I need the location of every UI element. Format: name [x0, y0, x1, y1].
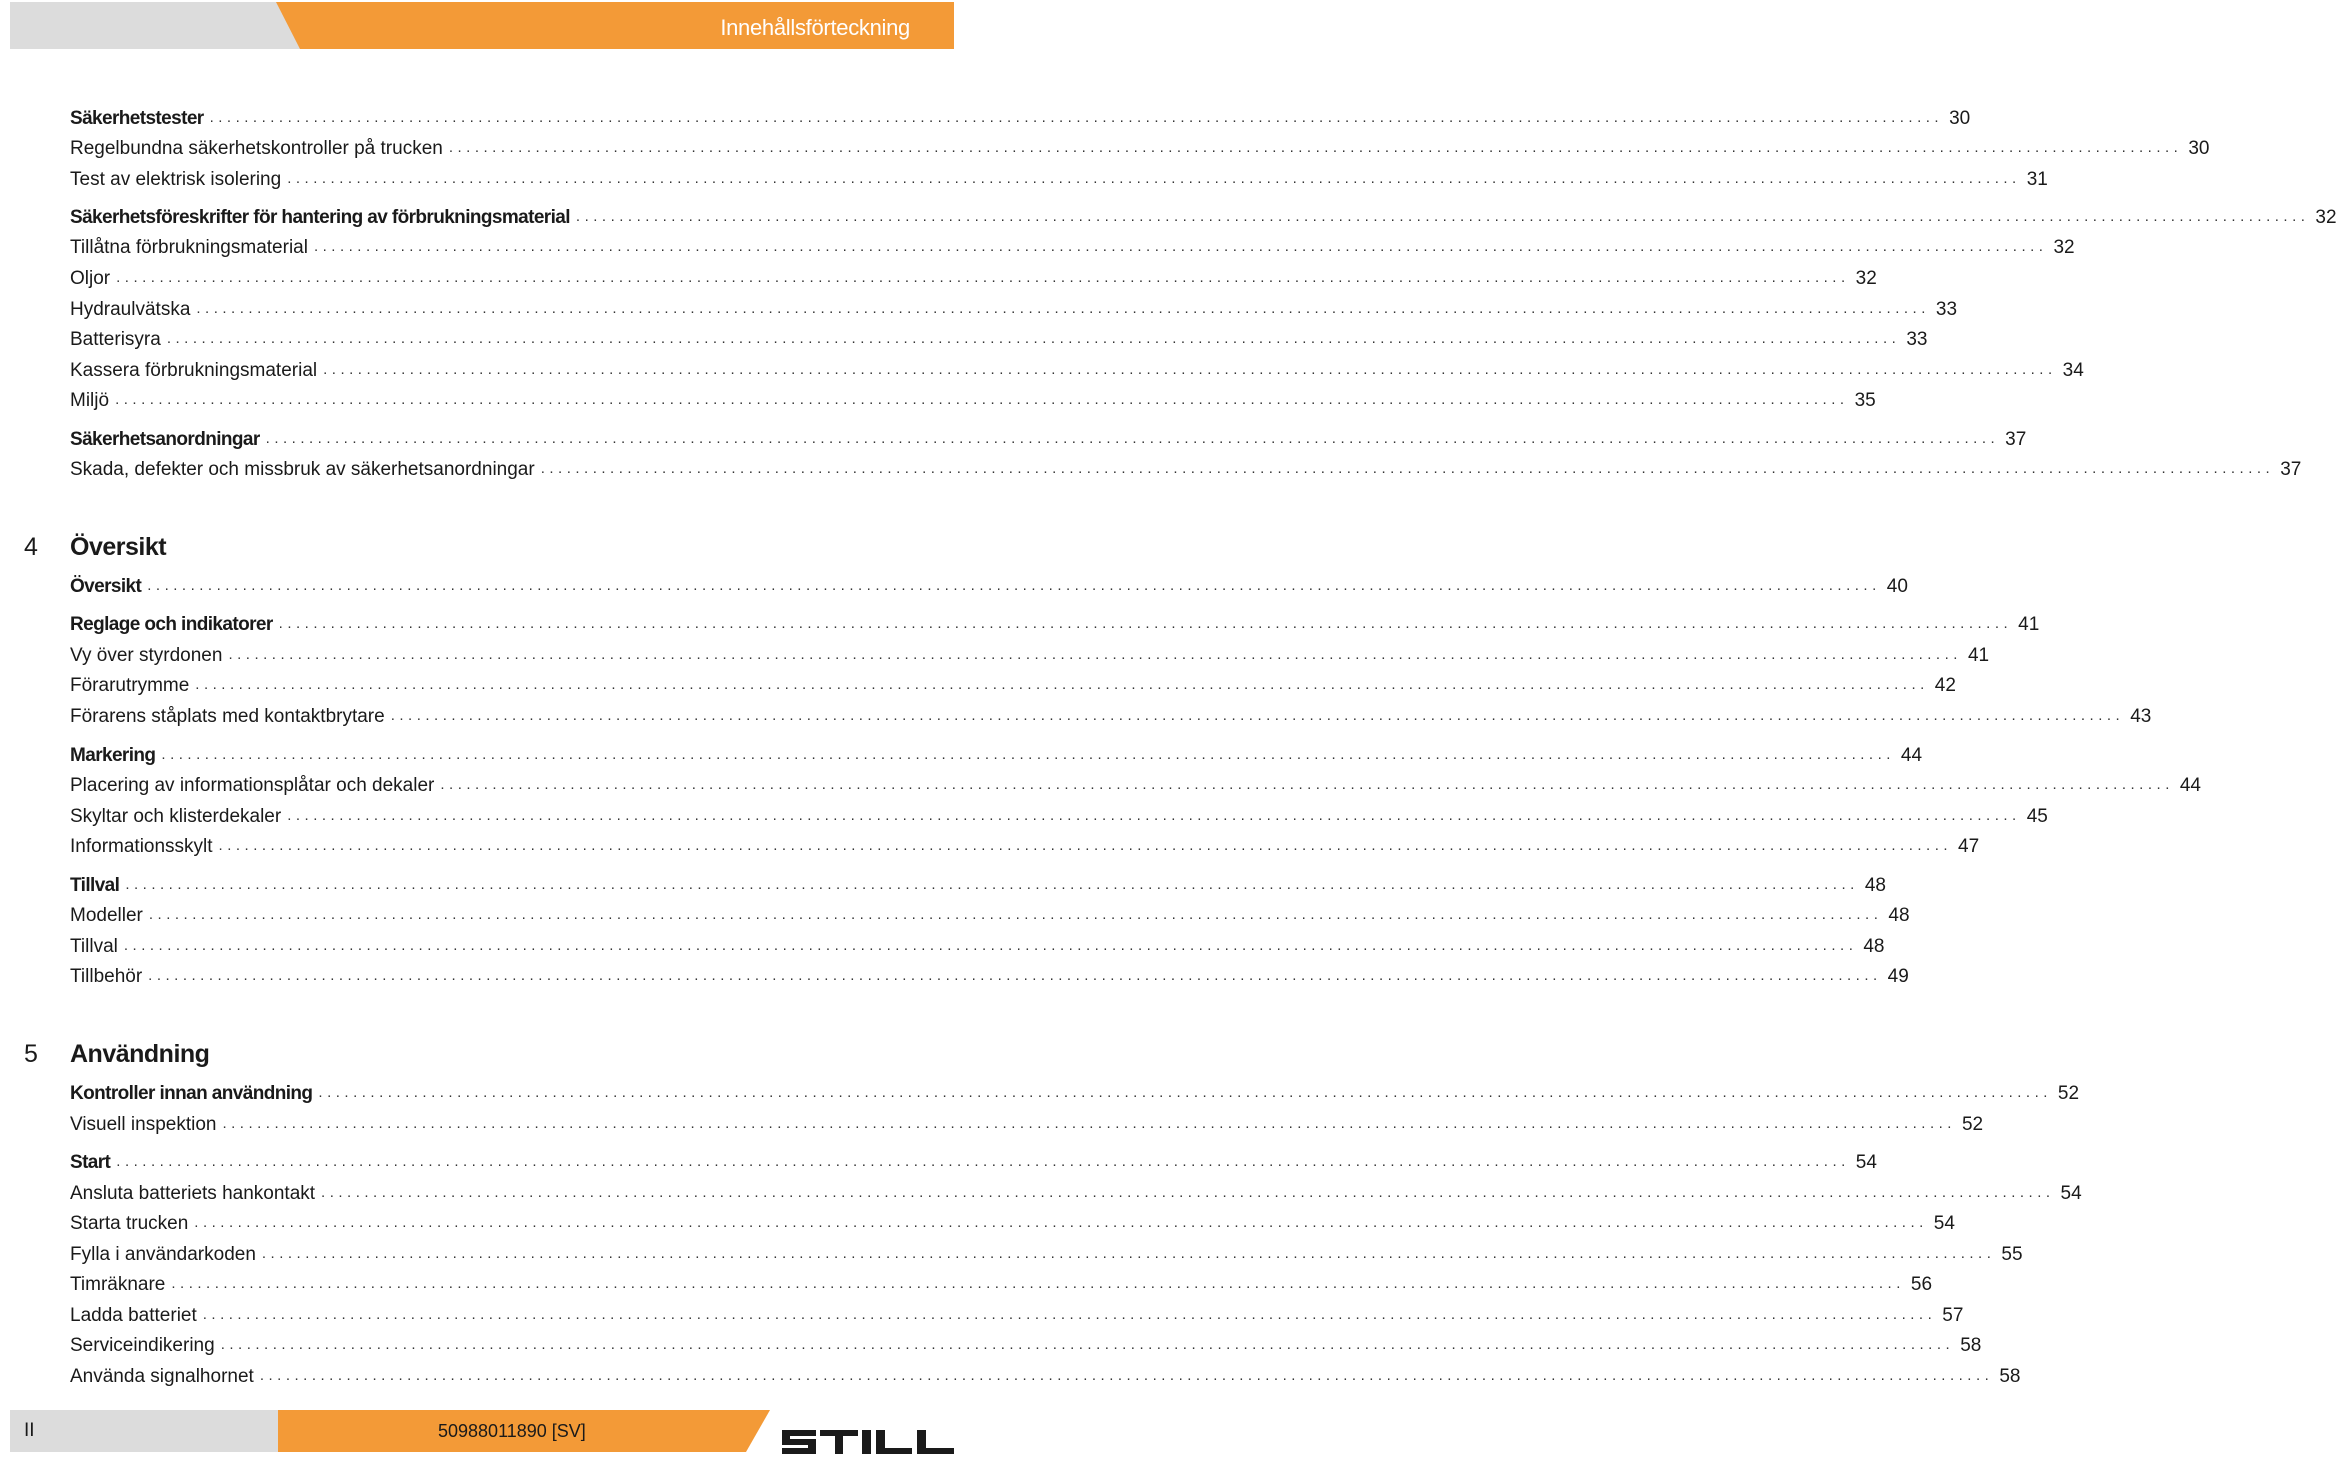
toc-entry[interactable]	[70, 702, 2152, 728]
leader-dots: ........................................................................................................................................................................................................	[390, 707, 2125, 724]
leader-dots: ........................................................................................................................................................................................................	[161, 746, 1895, 763]
toc-entry[interactable]	[70, 962, 1909, 988]
leader-dots: ........................................................................................................................................................................................................	[171, 1275, 1905, 1292]
toc-entry-label: Hydraulvätska	[70, 299, 191, 320]
page-number: II	[24, 1420, 35, 1441]
toc-entry-page: 40	[1886, 576, 1908, 597]
toc-entry-label: Starta trucken	[70, 1213, 189, 1234]
leader-dots: ........................................................................................................................................................................................................	[148, 906, 1883, 923]
toc-entry-label: Säkerhetsföreskrifter för hantering av förbrukningsmaterial	[70, 207, 570, 228]
toc-entry-label: Modeller	[70, 905, 143, 926]
toc-entry-page: 33	[1906, 329, 1928, 350]
toc-entry-page: 54	[1855, 1152, 1877, 1173]
toc-entry-label: Kontroller innan användning	[70, 1083, 313, 1104]
toc-entry-label: Visuell inspektion	[70, 1114, 217, 1135]
toc-entry-page: 30	[2188, 138, 2210, 159]
document-number: 50988011890 [SV]	[438, 1421, 586, 1441]
toc-entry-label: Tillval	[70, 936, 118, 957]
chapter-heading	[24, 530, 424, 562]
leader-dots: ........................................................................................................................................................................................................	[448, 139, 2183, 156]
leader-dots: ........................................................................................................................................................................................................	[278, 615, 2013, 632]
toc-entry-label: Tillval	[70, 875, 120, 896]
chapter-title: Användning	[70, 1040, 210, 1068]
toc-entry-page: 57	[1942, 1305, 1964, 1326]
toc-entry[interactable]	[70, 425, 2027, 451]
toc-entry-page: 31	[2026, 169, 2048, 190]
leader-dots: ........................................................................................................................................................................................................	[265, 430, 2000, 447]
toc-entry-page: 32	[2053, 237, 2075, 258]
toc-entry-label: Skada, defekter och missbruk av säkerhetsanordningar	[70, 459, 535, 480]
still-logo-icon	[780, 1424, 956, 1460]
leader-dots: ........................................................................................................................................................................................................	[123, 937, 1858, 954]
toc-entry-label: Serviceindikering	[70, 1335, 215, 1356]
chapter-number: 5	[24, 1040, 38, 1068]
toc-entry-page: 47	[1958, 836, 1980, 857]
toc-entry-page: 32	[1855, 268, 1877, 289]
leader-dots: ........................................................................................................................................................................................................	[228, 646, 1962, 663]
toc-entry-label: Oljor	[70, 268, 111, 289]
toc-entry-label: Fylla i användarkoden	[70, 1244, 256, 1265]
toc-entry[interactable]	[70, 295, 1958, 321]
toc-entry[interactable]	[70, 1331, 1982, 1357]
toc-entry-page: 32	[2315, 207, 2337, 228]
toc-entry-page: 48	[1864, 875, 1886, 896]
chapter-number: 4	[24, 533, 38, 561]
toc-entry[interactable]	[70, 104, 1971, 130]
toc-entry-label: Säkerhetstester	[70, 108, 204, 129]
toc-entry[interactable]	[70, 871, 1886, 897]
toc-entry-label: Säkerhetsanordningar	[70, 429, 260, 450]
toc-entry-label: Test av elektrisk isolering	[70, 169, 282, 190]
toc-entry[interactable]	[70, 832, 1980, 858]
toc-entry[interactable]	[70, 1301, 1964, 1327]
leader-dots: ........................................................................................................................................................................................................	[540, 460, 2275, 477]
header-gray-band	[10, 2, 300, 49]
leader-dots: ........................................................................................................................................................................................................	[220, 1336, 1955, 1353]
toc-entry[interactable]	[70, 741, 1923, 767]
leader-dots: ........................................................................................................................................................................................................	[287, 170, 2021, 187]
leader-dots: ........................................................................................................................................................................................................	[202, 1306, 1937, 1323]
toc-entry-label: Placering av informationsplåtar och dekaler	[70, 775, 435, 796]
leader-dots: ........................................................................................................................................................................................................	[196, 300, 1930, 317]
toc-entry-page: 52	[2057, 1083, 2080, 1104]
page-title: Innehållsförteckning	[720, 15, 910, 40]
toc-entry[interactable]	[70, 802, 2048, 828]
toc-entry[interactable]	[70, 1179, 2082, 1205]
toc-entry[interactable]	[70, 671, 1956, 697]
toc-entry-page: 49	[1887, 966, 1909, 987]
toc-entry-page: 58	[1960, 1335, 1982, 1356]
toc-entry[interactable]	[70, 610, 2040, 636]
toc-entry-page: 41	[2018, 614, 2040, 635]
toc-entry[interactable]	[70, 932, 1885, 958]
toc-entry-page: 54	[1933, 1213, 1955, 1234]
toc-entry[interactable]	[70, 203, 2337, 229]
leader-dots: ........................................................................................................................................................................................................	[116, 1153, 1850, 1170]
toc-entry-page: 48	[1888, 905, 1910, 926]
toc-entry-page: 56	[1910, 1274, 1933, 1295]
leader-dots: ........................................................................................................................................................................................................	[115, 391, 1849, 408]
leader-dots: ........................................................................................................................................................................................................	[321, 1184, 2055, 1201]
toc-entry-page: 54	[2060, 1183, 2082, 1204]
toc-entry-page: 55	[2001, 1244, 2023, 1265]
toc-entry[interactable]	[70, 1079, 2080, 1105]
toc-entry-page: 44	[2179, 775, 2201, 796]
toc-entry-page: 44	[1900, 745, 1923, 766]
leader-dots: ........................................................................................................................................................................................................	[222, 1115, 1956, 1132]
toc-entry-label: Översikt	[70, 576, 142, 597]
toc-entry[interactable]	[70, 165, 2048, 191]
toc-entry-label: Informationsskylt	[70, 836, 213, 857]
toc-entry-label: Förarutrymme	[70, 675, 190, 696]
leader-dots: ........................................................................................................................................................................................................	[218, 837, 1953, 854]
toc-entry-page: 35	[1854, 390, 1876, 411]
toc-entry[interactable]	[70, 1209, 1955, 1235]
leader-dots: ........................................................................................................................................................................................................	[194, 1214, 1928, 1231]
toc-entry-page: 48	[1863, 936, 1885, 957]
toc-entry[interactable]	[70, 771, 2201, 797]
toc-entry-label: Använda signalhornet	[70, 1366, 254, 1387]
toc-entry[interactable]	[70, 233, 2075, 259]
toc-entry[interactable]	[70, 1270, 1933, 1296]
toc-entry[interactable]	[70, 134, 2210, 160]
chapter-title: Översikt	[70, 533, 167, 561]
leader-dots: ........................................................................................................................................................................................................	[116, 269, 1850, 286]
toc-entry-label: Timräknare	[70, 1274, 166, 1295]
toc-entry[interactable]	[70, 325, 1928, 351]
leader-dots: ........................................................................................................................................................................................................	[261, 1245, 1996, 1262]
toc-entry[interactable]	[70, 386, 1876, 412]
leader-dots: ........................................................................................................................................................................................................	[147, 577, 1881, 594]
toc-entry[interactable]	[70, 1148, 1877, 1174]
toc-entry-label: Kassera förbrukningsmaterial	[70, 360, 318, 381]
toc-entry-page: 43	[2130, 706, 2152, 727]
leader-dots: ........................................................................................................................................................................................................	[195, 676, 1929, 693]
toc-entry-page: 30	[1949, 108, 1971, 129]
toc-entry[interactable]	[70, 356, 2084, 382]
toc-entry-label: Förarens ståplats med kontaktbrytare	[70, 706, 385, 727]
toc-entry[interactable]	[70, 901, 1910, 927]
leader-dots: ........................................................................................................................................................................................................	[323, 361, 2057, 378]
toc-entry-label: Ansluta batteriets hankontakt	[70, 1183, 316, 1204]
toc-entry-label: Tillåtna förbrukningsmaterial	[70, 237, 308, 258]
leader-dots: ........................................................................................................................................................................................................	[313, 238, 2048, 255]
toc-entry[interactable]	[70, 1110, 1984, 1136]
leader-dots: ........................................................................................................................................................................................................	[287, 807, 2021, 824]
toc-entry-label: Batterisyra	[70, 329, 161, 350]
toc-entry-page: 33	[1935, 299, 1958, 320]
leader-dots: ........................................................................................................................................................................................................	[575, 208, 2310, 225]
toc-entry[interactable]	[70, 264, 1877, 290]
toc-entry-label: Skyltar och klisterdekaler	[70, 806, 282, 827]
toc-entry-label: Vy över styrdonen	[70, 645, 223, 666]
toc-entry[interactable]	[70, 1362, 2021, 1388]
leader-dots: ........................................................................................................................................................................................................	[166, 330, 1901, 347]
toc-entry-page: 34	[2062, 360, 2084, 381]
toc-entry[interactable]	[70, 1240, 2023, 1266]
leader-dots: ........................................................................................................................................................................................................	[209, 109, 1944, 126]
toc-entry-label: Start	[70, 1152, 111, 1173]
toc-entry-page: 52	[1961, 1114, 1984, 1135]
toc-entry-label: Tillbehör	[70, 966, 143, 987]
toc-entry-page: 41	[1967, 645, 1990, 666]
toc-entry[interactable]	[70, 455, 2302, 481]
leader-dots: ........................................................................................................................................................................................................	[318, 1084, 2052, 1101]
toc-entry-label: Reglage och indikatorer	[70, 614, 273, 635]
toc-entry-page: 37	[2280, 459, 2302, 480]
footer-gray-band	[10, 1410, 300, 1452]
toc-entry[interactable]	[70, 572, 1908, 598]
toc-entry-label: Regelbundna säkerhetskontroller på trucken	[70, 138, 443, 159]
toc-entry-label: Ladda batteriet	[70, 1305, 197, 1326]
leader-dots: ........................................................................................................................................................................................................	[148, 967, 1882, 984]
toc-entry-label: Markering	[70, 745, 156, 766]
toc-entry-page: 42	[1934, 675, 1956, 696]
leader-dots: ........................................................................................................................................................................................................	[125, 876, 1859, 893]
leader-dots: ........................................................................................................................................................................................................	[259, 1367, 1994, 1384]
toc-entry-page: 45	[2026, 806, 2048, 827]
toc-entry-page: 58	[1999, 1366, 2021, 1387]
leader-dots: ........................................................................................................................................................................................................	[440, 776, 2174, 793]
toc-entry-page: 37	[2005, 429, 2027, 450]
chapter-heading	[24, 1037, 424, 1069]
toc-entry[interactable]	[70, 641, 1990, 667]
toc-entry-label: Miljö	[70, 390, 110, 411]
